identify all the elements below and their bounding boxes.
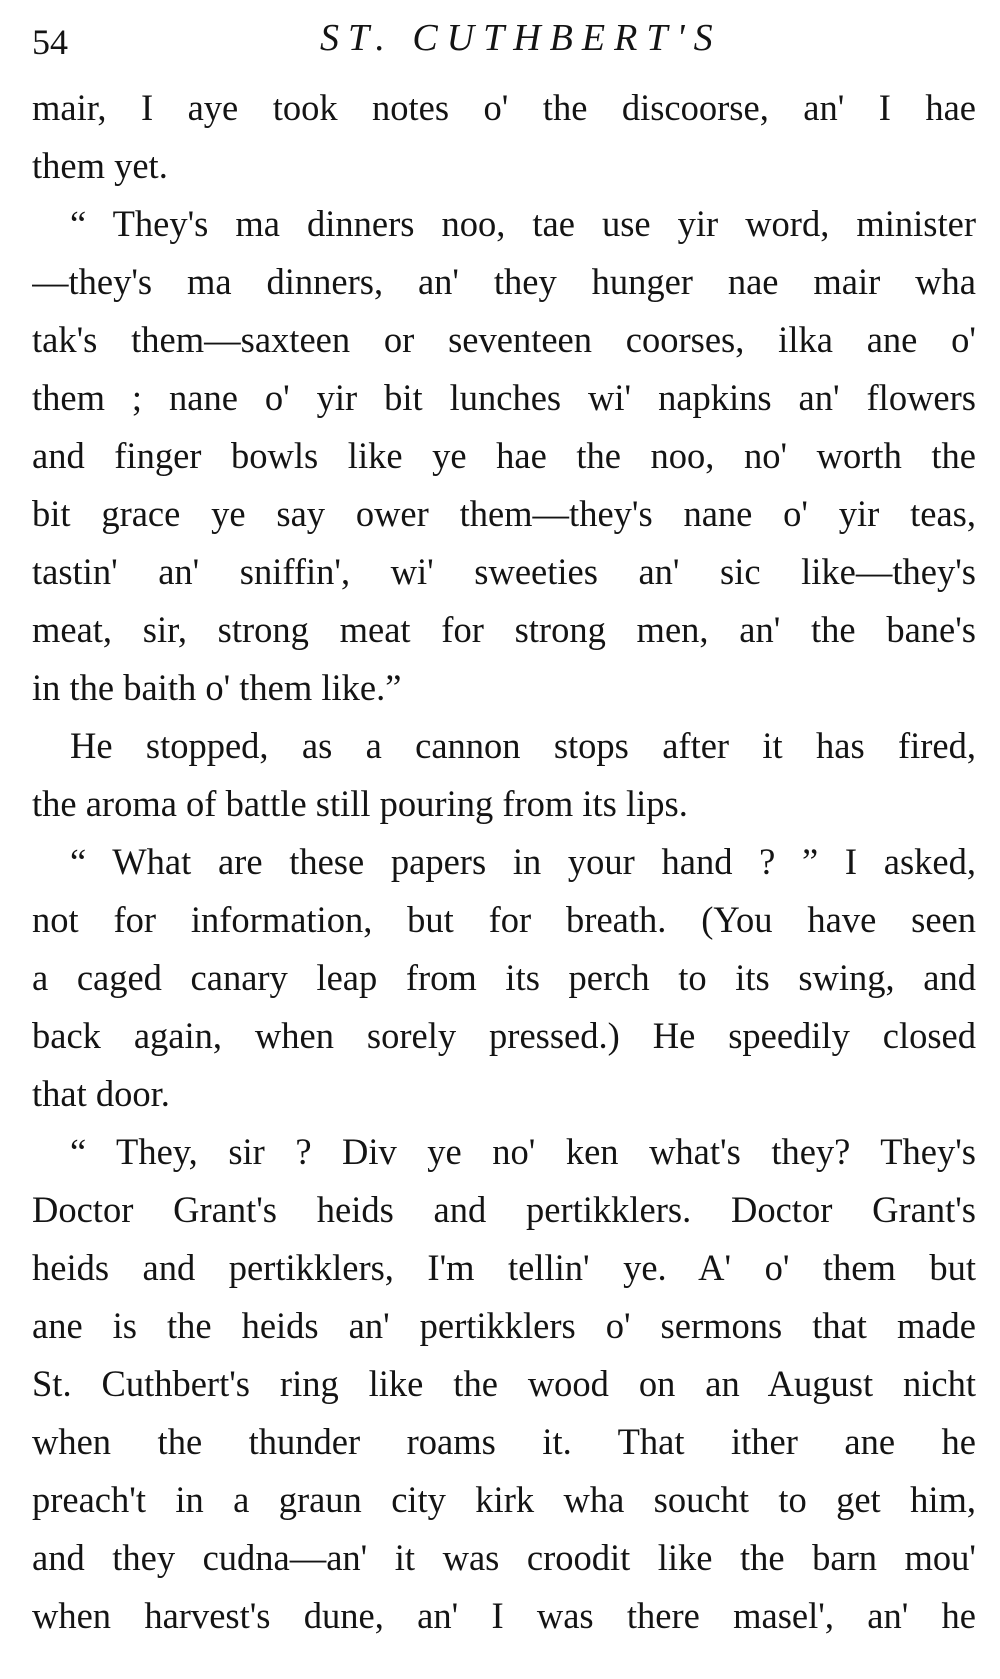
text-line: St. Cuthbert's ring like the wood on an August nicht	[32, 1363, 976, 1404]
text-line: when the thunder roams it. That ither ane he	[32, 1421, 976, 1462]
running-head: ST. CUTHBERT'S	[320, 17, 722, 59]
text-line: them ; nane o' yir bit lunches wi' napkins an' flowers	[32, 377, 976, 418]
text-line: that door.	[32, 1073, 170, 1114]
body-text	[32, 79, 976, 1645]
text-line: Doctor Grant's heids and pertikklers. Doctor Grant's	[32, 1189, 976, 1230]
text-line: “ What are these papers in your hand ? ” I asked,	[70, 841, 976, 882]
text-line: and they cudna—an' it was croodit like the barn mou'	[32, 1537, 976, 1578]
book-page	[32, 0, 976, 1679]
text-line: bit grace ye say ower them—they's nane o' yir teas,	[32, 493, 976, 534]
page-number: 54	[32, 22, 68, 62]
text-line: and finger bowls like ye hae the noo, no' worth the	[32, 435, 976, 476]
page-header	[32, 16, 976, 64]
text-line: heids and pertikklers, I'm tellin' ye. A' o' them but	[32, 1247, 976, 1288]
text-line: tastin' an' sniffin', wi' sweeties an' sic like—they's	[32, 551, 976, 592]
text-line: ane is the heids an' pertikklers o' sermons that made	[32, 1305, 976, 1346]
text-line: not for information, but for breath. (You have seen	[32, 899, 976, 940]
text-line: —they's ma dinners, an' they hunger nae mair wha	[32, 261, 976, 302]
text-line: “ They, sir ? Div ye no' ken what's they? They's	[70, 1131, 976, 1172]
text-line: preach't in a graun city kirk wha soucht to get him,	[32, 1479, 976, 1520]
text-line: them yet.	[32, 145, 168, 186]
text-line: back again, when sorely pressed.) He speedily closed	[32, 1015, 976, 1056]
text-line: the aroma of battle still pouring from its lips.	[32, 783, 688, 824]
text-line: He stopped, as a cannon stops after it has fired,	[70, 725, 976, 766]
text-line: when harvest's dune, an' I was there masel', an' he	[32, 1595, 976, 1636]
text-line: tak's them—saxteen or seventeen coorses, ilka ane o'	[32, 319, 976, 360]
text-line: a caged canary leap from its perch to its swing, and	[32, 957, 976, 998]
text-line: in the baith o' them like.”	[32, 667, 402, 708]
text-line: meat, sir, strong meat for strong men, an' the bane's	[32, 609, 976, 650]
text-line: “ They's ma dinners noo, tae use yir word, minister	[70, 203, 976, 244]
text-line: mair, I aye took notes o' the discoorse, an' I hae	[32, 87, 976, 128]
